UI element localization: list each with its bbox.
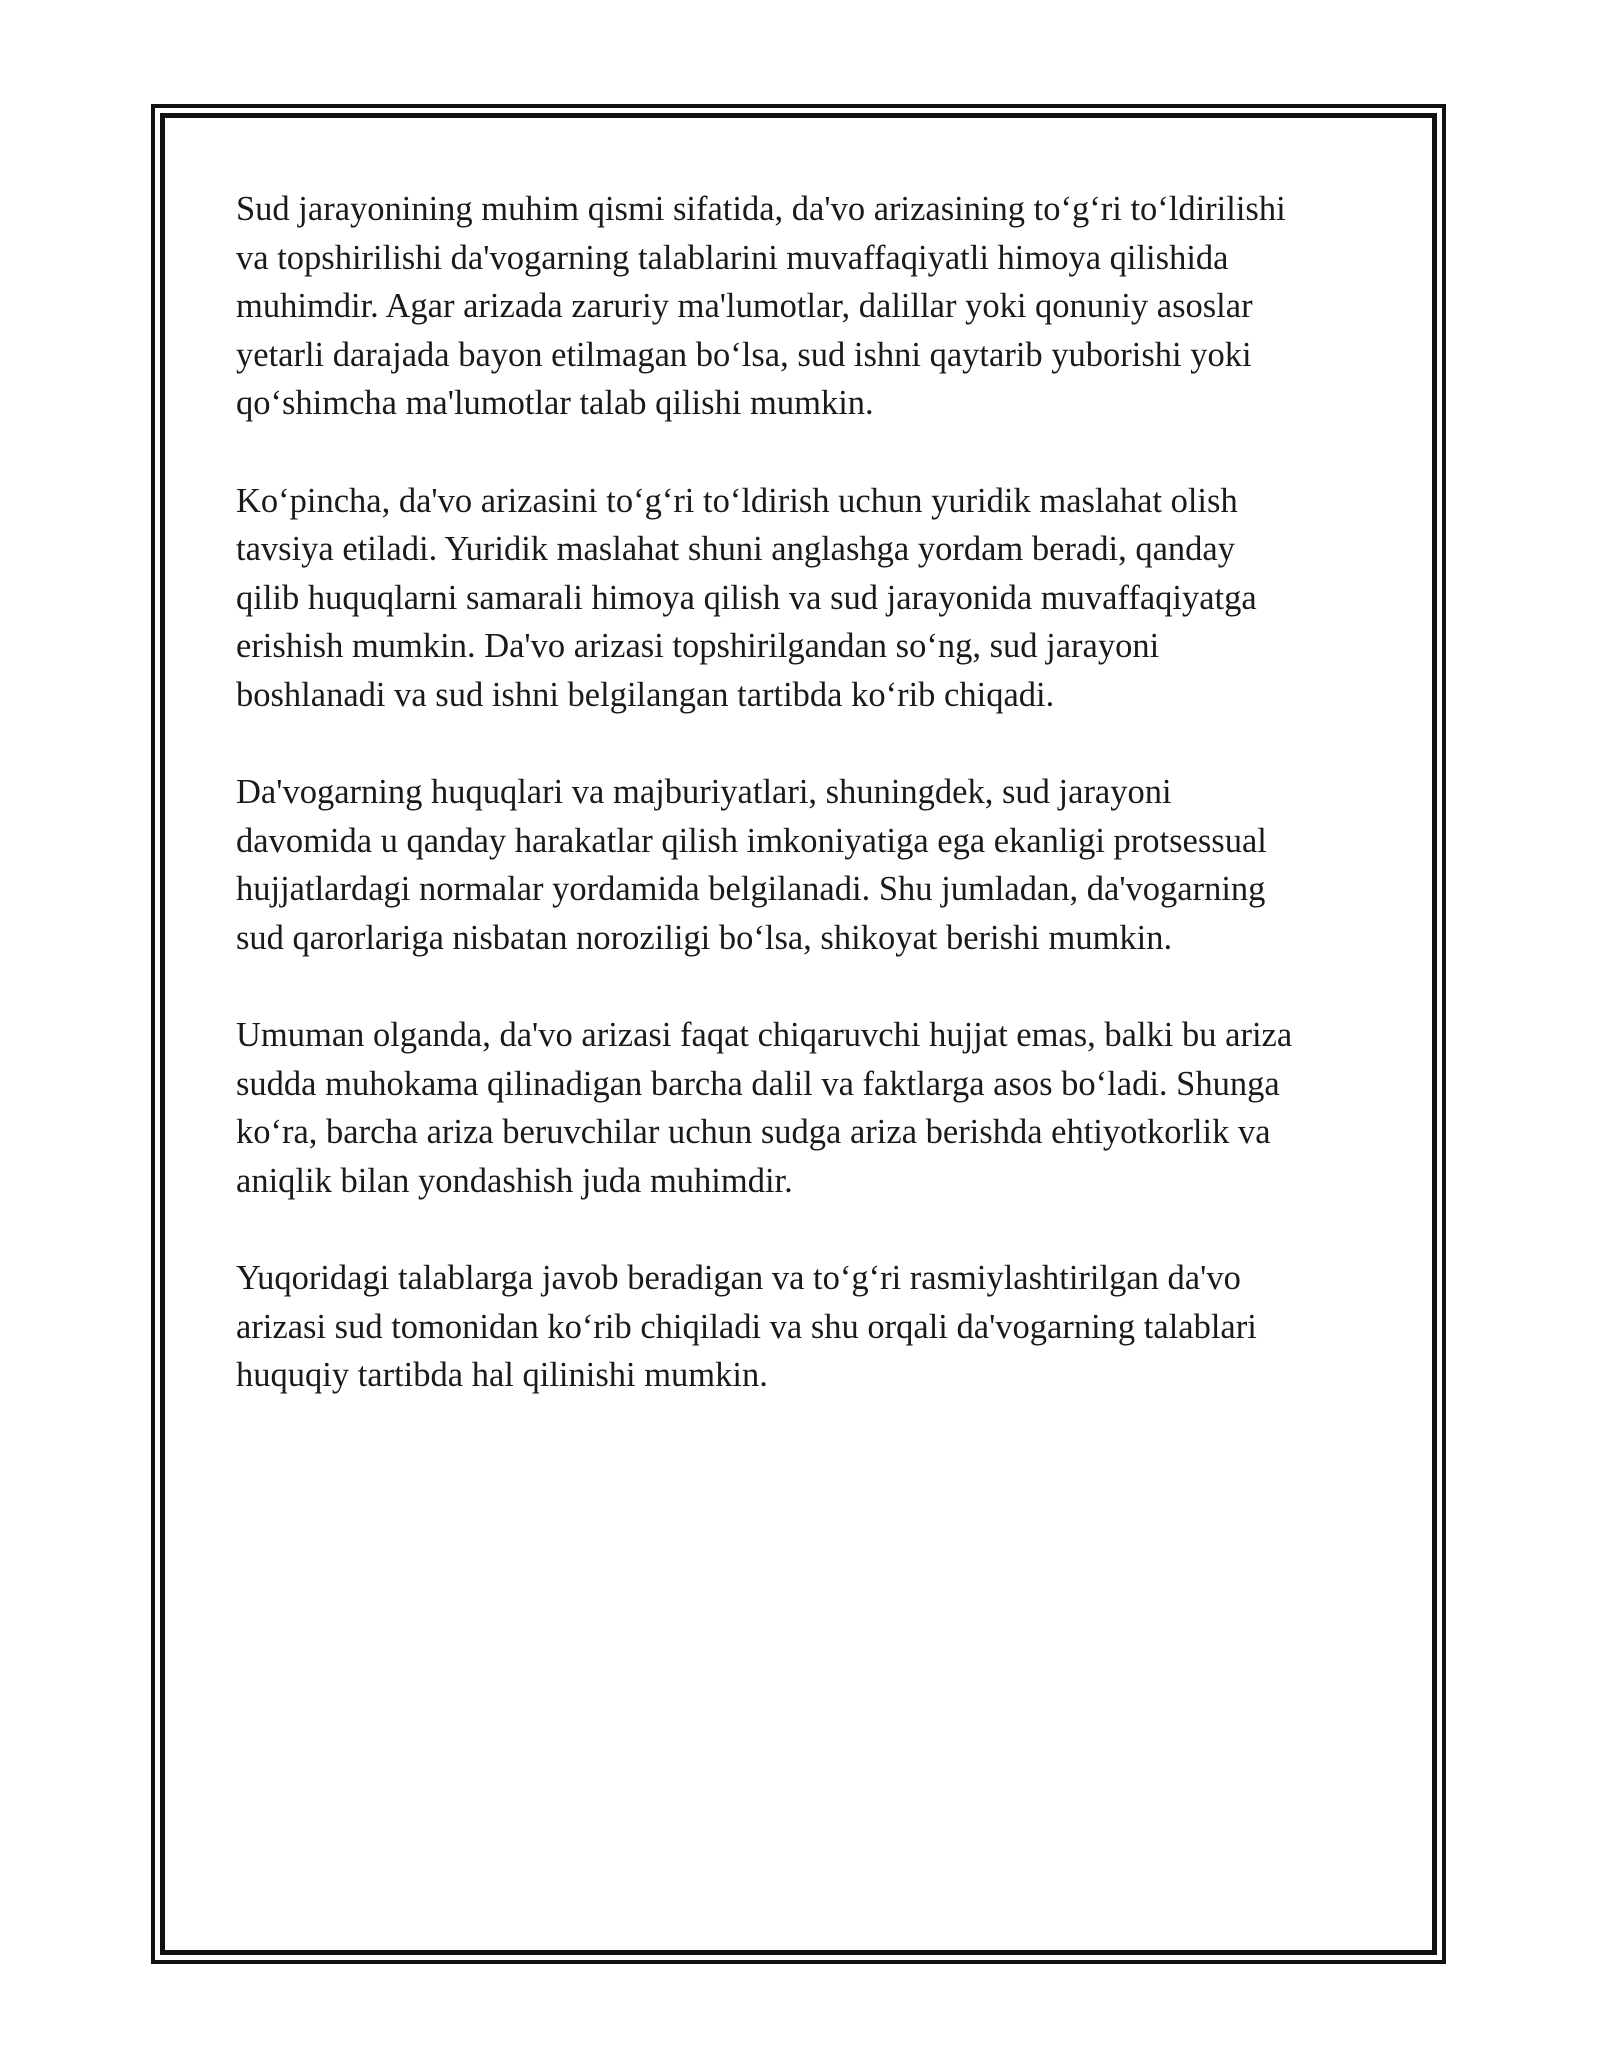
paragraph-2: Ko‘pincha, da'vo arizasini to‘g‘ri to‘ldirish uchun yuridik maslahat olish tavsiya etiladi. Yuridik maslahat shuni anglashga yordam beradi, qanday qilib huquqlarni samarali himoya qilish va sud jarayonida muvaffaqiyatga erishish mumkin. Da'vo arizasi topshirilgandan so‘ng, sud jarayoni boshlanadi va sud ishni belgilangan tartibda ko‘rib chiqadi. — [236, 481, 1257, 714]
document-body — [236, 185, 1376, 1448]
paragraph-4: Umuman olganda, da'vo arizasi faqat chiqaruvchi hujjat emas, balki bu ariza sudda muhokama qilinadigan barcha dalil va faktlarga asos bo‘ladi. Shunga ko‘ra, barcha ariza beruvchilar uchun sudga ariza berishda ehtiyotkorlik va aniqlik bilan yondashish juda muhimdir. — [236, 1016, 1293, 1200]
paragraph-5: Yuqoridagi talablarga javob beradigan va to‘g‘ri rasmiylashtirilgan da'vo arizasi sud tomonidan ko‘rib chiqiladi va shu orqali da'vogarning talablari huquqiy tartibda hal qilinishi mumkin. — [236, 1259, 1257, 1395]
paragraph-1: Sud jarayonining muhim qismi sifatida, da'vo arizasining to‘g‘ri to‘ldirilishi va topshirilishi da'vogarning talablarini muvaffaqiyatli himoya qilishida muhimdir. Agar arizada zaruriy ma'lumotlar, dalillar yoki qonuniy asoslar yetarli darajada bayon etilmagan bo‘lsa, sud ishni qaytarib yuborishi yoki qo‘shimcha ma'lumotlar talab qilishi mumkin. — [236, 190, 1286, 423]
paragraph-3: Da'vogarning huquqlari va majburiyatlari, shuningdek, sud jarayoni davomida u qanday harakatlar qilish imkoniyatiga ega ekanligi protsessual hujjatlardagi normalar yordamida belgilanadi. Shu jumladan, da'vogarning sud qarorlariga nisbatan noroziligi bo‘lsa, shikoyat berishi mumkin. — [236, 773, 1267, 957]
